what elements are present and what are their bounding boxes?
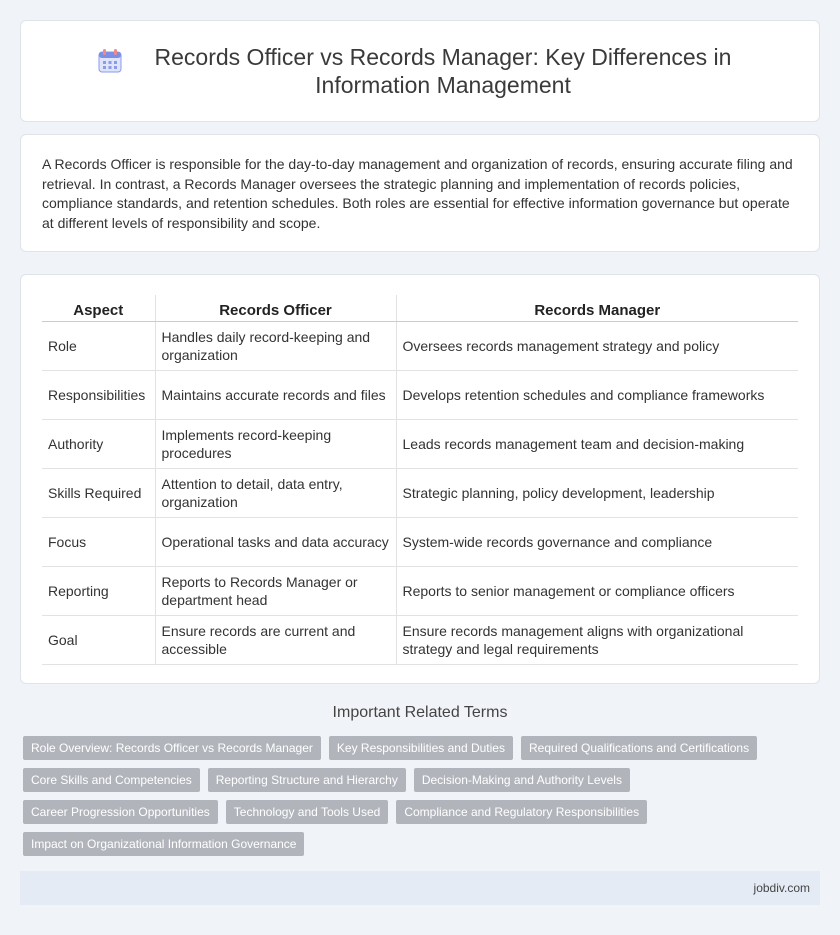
related-terms-title: Important Related Terms [332, 704, 508, 721]
cell-manager: Ensure records management aligns with organizational strategy and legal requirements [396, 615, 798, 664]
cell-aspect: Reporting [42, 566, 155, 615]
related-terms-tags [23, 736, 813, 856]
related-tag[interactable]: Required Qualifications and Certifications [521, 736, 757, 760]
cell-aspect: Authority [42, 419, 155, 468]
cell-manager: Strategic planning, policy development, leadership [396, 468, 798, 517]
header-records-manager: Records Manager [396, 295, 798, 321]
cell-officer: Ensure records are current and accessible [155, 615, 396, 664]
cell-officer: Operational tasks and data accuracy [155, 517, 396, 566]
related-tag[interactable]: Core Skills and Competencies [23, 768, 200, 792]
cell-manager: System-wide records governance and compliance [396, 517, 798, 566]
cell-aspect: Goal [42, 615, 155, 664]
cell-aspect: Role [42, 321, 155, 370]
cell-officer: Implements record-keeping procedures [155, 419, 396, 468]
header-records-officer: Records Officer [155, 295, 396, 321]
table-row [42, 370, 798, 419]
table-row [42, 321, 798, 370]
related-tag[interactable]: Decision-Making and Authority Levels [414, 768, 630, 792]
related-tag[interactable]: Career Progression Opportunities [23, 800, 218, 824]
cell-aspect: Skills Required [42, 468, 155, 517]
table-row [42, 566, 798, 615]
comparison-table-card [20, 274, 820, 684]
intro-card [20, 134, 820, 252]
cell-manager: Leads records management team and decision-making [396, 419, 798, 468]
cell-officer: Attention to detail, data entry, organization [155, 468, 396, 517]
page-title: Records Officer vs Records Manager: Key Differences in Information Management [154, 44, 732, 98]
table-row [42, 517, 798, 566]
calendar-icon [97, 48, 123, 74]
related-tag[interactable]: Reporting Structure and Hierarchy [208, 768, 406, 792]
cell-officer: Reports to Records Manager or department head [155, 566, 396, 615]
cell-manager: Develops retention schedules and compliance frameworks [396, 370, 798, 419]
table-row [42, 615, 798, 664]
cell-officer: Handles daily record-keeping and organization [155, 321, 396, 370]
comparison-table [42, 295, 798, 665]
footer-site-link[interactable]: jobdiv.com [753, 881, 810, 895]
header-card [20, 20, 820, 122]
related-tag[interactable]: Impact on Organizational Information Governance [23, 832, 304, 856]
cell-manager: Reports to senior management or compliance officers [396, 566, 798, 615]
related-tag[interactable]: Key Responsibilities and Duties [329, 736, 513, 760]
intro-text: A Records Officer is responsible for the day-to-day management and organization of records, ensuring accurate filing and retrieval. In contrast, a Records Manager oversees the strategic planning and implementation of records policies, compliance standards, and retention schedules. Both roles are essential for effective information governance but operate at different levels of responsibility and scope. [42, 156, 793, 231]
related-tag[interactable]: Role Overview: Records Officer vs Records Manager [23, 736, 321, 760]
related-tag[interactable]: Compliance and Regulatory Responsibilities [396, 800, 647, 824]
table-row [42, 419, 798, 468]
table-header-row [42, 295, 798, 321]
header-aspect: Aspect [42, 295, 155, 321]
cell-manager: Oversees records management strategy and policy [396, 321, 798, 370]
cell-aspect: Focus [42, 517, 155, 566]
footer [20, 871, 820, 905]
cell-officer: Maintains accurate records and files [155, 370, 396, 419]
related-tag[interactable]: Technology and Tools Used [226, 800, 389, 824]
table-row [42, 468, 798, 517]
cell-aspect: Responsibilities [42, 370, 155, 419]
